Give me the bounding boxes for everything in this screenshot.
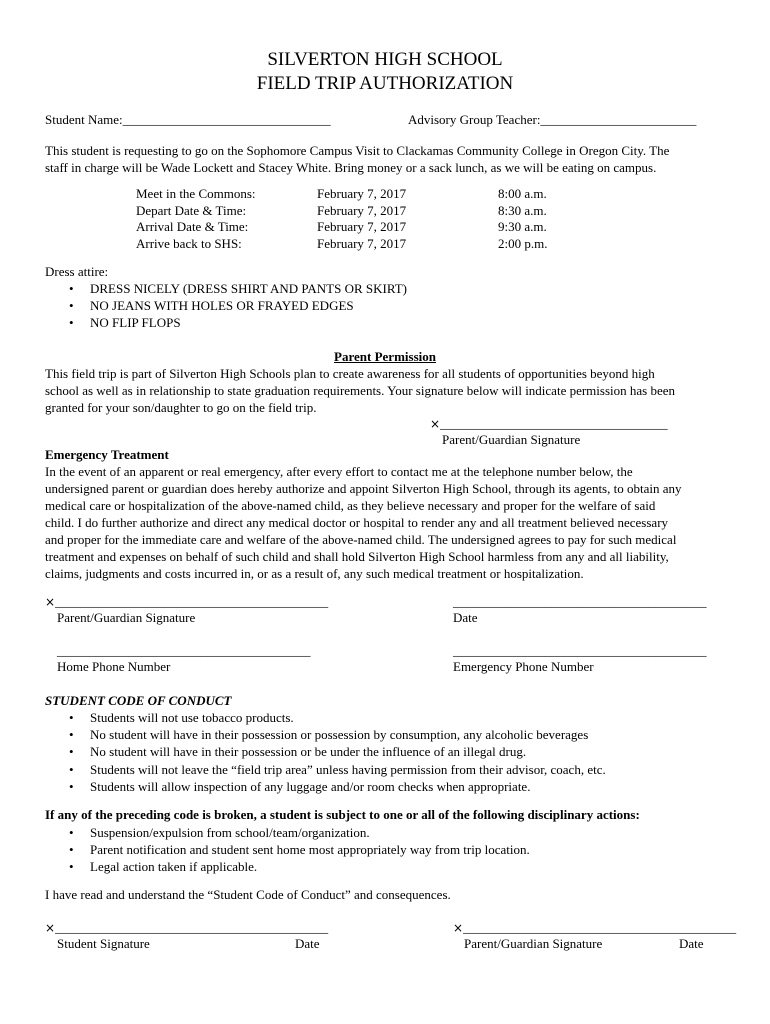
schedule-date: February 7, 2017 (317, 202, 407, 218)
schedule-time: 8:30 a.m. (498, 202, 547, 218)
emergency-line: treatment and expenses on behalf of such child and shall hold Silverton High School harmless from any and all liability, (45, 549, 669, 564)
schedule-time: 2:00 p.m. (498, 235, 548, 251)
schedule-events (136, 186, 256, 252)
emergency-signature-label: Parent/Guardian Signature (57, 610, 196, 625)
dress-attire-label: Dress attire: (45, 264, 109, 279)
final-parent-signature-field[interactable]: ×__________________________________________ (453, 920, 737, 935)
list-item: • Students will not use tobacco products. (69, 710, 294, 725)
sign-here-x-icon: × (45, 921, 56, 935)
form-title: FIELD TRIP AUTHORIZATION (256, 73, 514, 94)
schedule-event: Arrive back to SHS: (136, 235, 242, 251)
bullet-icon: • (69, 315, 74, 331)
bullet-icon: • (69, 778, 74, 794)
code-of-conduct-list (45, 709, 606, 795)
emergency-line: medical care or hospitalization of the above-named child, as they believe necessary and proper for the welfare of said (45, 498, 656, 513)
schedule-date: February 7, 2017 (317, 235, 407, 251)
bullet-icon: • (69, 298, 74, 314)
schedule-time: 9:30 a.m. (498, 219, 547, 234)
list-item: • No student will have in their possession or possession by consumption, any alcoholic beverages (69, 727, 589, 743)
student-name-field[interactable]: Student Name:________________________________ (45, 112, 331, 127)
emergency-line: and proper for the immediate care and welfare of the above-named child. The undersigned agrees to pay for such medical (45, 532, 677, 547)
list-item: • Suspension/expulsion from school/team/organization. (69, 825, 370, 840)
emergency-phone-label: Emergency Phone Number (453, 659, 594, 674)
schedule-date: February 7, 2017 (317, 186, 407, 201)
code-of-conduct-heading: STUDENT CODE OF CONDUCT (45, 693, 232, 708)
emergency-line: In the event of an apparent or real emergency, after every effort to contact me at the telephone number below, the (45, 464, 633, 479)
parent-permission-heading: Parent Permission (334, 349, 436, 364)
permission-signature-label: Parent/Guardian Signature (442, 432, 581, 447)
parent-permission-paragraph (45, 365, 735, 416)
home-phone-label: Home Phone Number (57, 659, 171, 674)
permission-signature-field[interactable]: ×___________________________________ (430, 416, 668, 431)
list-item: • Parent notification and student sent home most appropriately way from trip location. (69, 842, 530, 858)
home-phone-field[interactable]: _______________________________________ (57, 643, 311, 658)
advisory-teacher-field[interactable]: Advisory Group Teacher:________________________ (408, 112, 697, 127)
schedule-event: Arrival Date & Time: (136, 219, 249, 234)
emergency-paragraph (45, 463, 735, 582)
emergency-signature-field[interactable]: ×__________________________________________ (45, 594, 329, 609)
schedule-dates (317, 186, 406, 252)
schedule-event: Meet in the Commons: (136, 186, 256, 201)
bullet-icon: • (69, 744, 74, 760)
emergency-line: claims, judgments and costs incurred in, or as a result of, any such medical treatment or hospitalization. (45, 566, 584, 581)
list-item: • Students will allow inspection of any luggage and/or room checks when appropriate. (69, 778, 531, 794)
bullet-icon: • (69, 825, 74, 840)
emergency-heading: Emergency Treatment (45, 447, 169, 462)
bullet-icon: • (69, 727, 74, 743)
list-item: • NO JEANS WITH HOLES OR FRAYED EDGES (69, 298, 354, 314)
final-parent-date-label: Date (679, 936, 704, 951)
bullet-icon: • (69, 859, 74, 875)
student-date-label: Date (295, 936, 320, 951)
acknowledgement-text: I have read and understand the “Student Code of Conduct” and consequences. (45, 887, 451, 902)
intro-line: This student is requesting to go on the Sophomore Campus Visit to Clackamas Community College in Oregon City. The (45, 143, 670, 158)
final-parent-signature-label: Parent/Guardian Signature (464, 936, 603, 951)
emergency-phone-field[interactable]: _______________________________________ (453, 643, 707, 658)
emergency-line: undersigned parent or guardian does hereby authorize and appoint Silverton High School, through its agents, to obtain any (45, 481, 682, 496)
list-item: • No student will have in their possession or be under the influence of an illegal drug. (69, 744, 527, 760)
schedule-time: 8:00 a.m. (498, 186, 547, 201)
emergency-line: child. I do further authorize and direct any medical doctor or hospital to render any and all treatment believed necessary (45, 515, 669, 530)
bullet-icon: • (69, 710, 74, 725)
emergency-date-field[interactable]: _______________________________________ (453, 594, 707, 609)
permission-line: This field trip is part of Silverton High Schools plan to create awareness for all students of opportunities beyond high (45, 366, 655, 381)
student-signature-field[interactable]: ×__________________________________________ (45, 920, 329, 935)
sign-here-x-icon: × (430, 417, 441, 431)
schedule-event: Depart Date & Time: (136, 202, 247, 218)
list-item: • Students will not leave the “field trip area” unless having permission from their advisor, coach, etc. (69, 761, 606, 777)
list-item: • Legal action taken if applicable. (69, 859, 258, 875)
schedule-date: February 7, 2017 (317, 219, 407, 234)
list-item: • DRESS NICELY (DRESS SHIRT AND PANTS OR SKIRT) (69, 281, 408, 296)
permission-line: granted for your son/daughter to go on the field trip. (45, 400, 317, 415)
bullet-icon: • (69, 281, 74, 296)
sign-here-x-icon: × (45, 595, 56, 609)
discipline-heading: If any of the preceding code is broken, a student is subject to one or all of the following disciplinary actions: (45, 807, 640, 822)
permission-line: school as well as in relationship to state graduation requirements. Your signature below will indicate permission has been (45, 383, 676, 398)
student-signature-label: Student Signature (57, 936, 150, 951)
school-name: SILVERTON HIGH SCHOOL (267, 49, 503, 70)
intro-line: staff in charge will be Wade Lockett and Stacey White. Bring money or a sack lunch, as we will be eating on campus. (45, 160, 657, 175)
intro-paragraph (45, 142, 735, 176)
schedule-times (498, 186, 547, 252)
sign-here-x-icon: × (453, 921, 464, 935)
bullet-icon: • (69, 761, 74, 777)
emergency-date-label: Date (453, 610, 478, 625)
list-item: • NO FLIP FLOPS (69, 315, 181, 331)
dress-attire-list (45, 280, 407, 332)
discipline-list (45, 824, 530, 876)
bullet-icon: • (69, 842, 74, 858)
